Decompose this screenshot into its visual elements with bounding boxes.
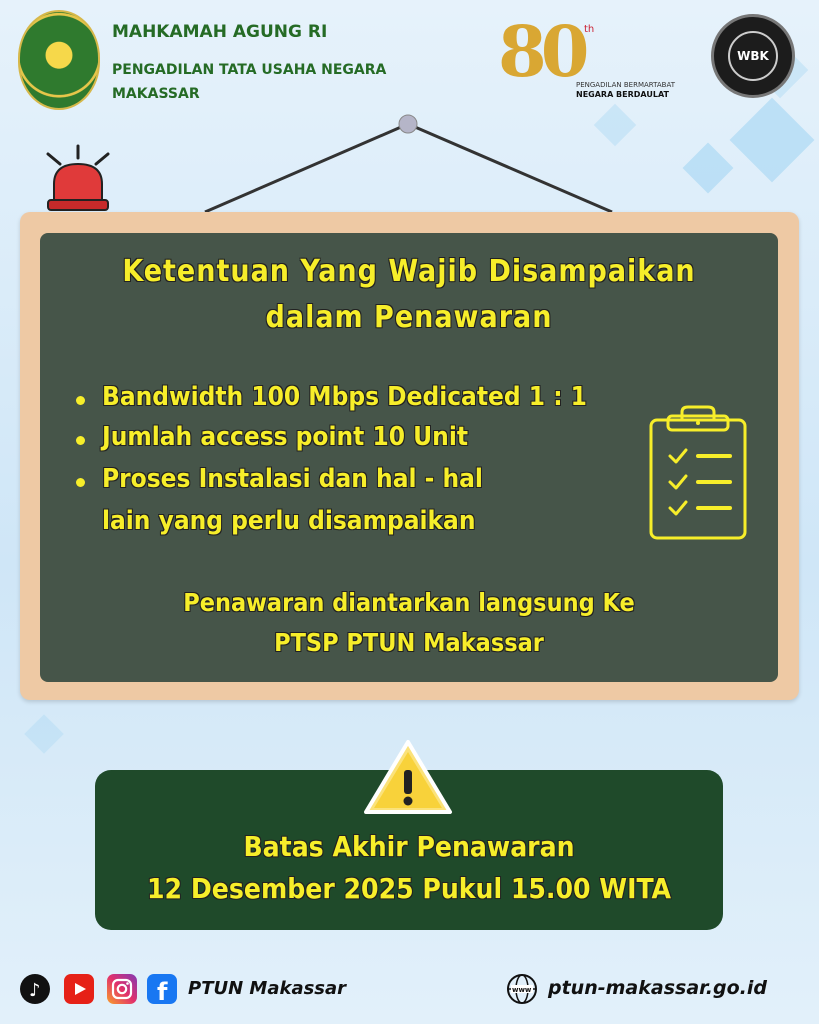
bullet-dot bbox=[76, 396, 85, 405]
mahkamah-agung-logo bbox=[18, 10, 100, 110]
org-name: MAHKAMAH AGUNG RI bbox=[112, 22, 328, 42]
anniversary-tagline-2: NEGARA BERDAULAT bbox=[576, 90, 669, 99]
org-city: MAKASSAR bbox=[112, 86, 200, 102]
globe-icon bbox=[506, 973, 538, 1005]
instagram-icon[interactable] bbox=[107, 974, 137, 1004]
deadline-label: Batas Akhir Penawaran bbox=[243, 830, 575, 863]
clipboard-checklist-icon bbox=[648, 404, 750, 544]
svg-text:f: f bbox=[157, 978, 168, 1004]
facebook-icon[interactable] bbox=[147, 974, 177, 1004]
requirement-item-continued: lain yang perlu disampaikan bbox=[102, 506, 476, 536]
board-hanger bbox=[0, 110, 819, 220]
svg-text:♪: ♪ bbox=[29, 980, 41, 1001]
anniversary-80-logo bbox=[498, 10, 675, 99]
org-court: PENGADILAN TATA USAHA NEGARA bbox=[112, 62, 387, 78]
board-title-line-2: dalam Penawaran bbox=[265, 300, 553, 335]
wbk-label: WBK bbox=[728, 31, 778, 81]
delivery-note-line-1: Penawaran diantarkan langsung Ke bbox=[183, 588, 635, 617]
anniversary-tagline-1: PENGADILAN BERMARTABAT bbox=[576, 81, 675, 89]
requirement-item: Bandwidth 100 Mbps Dedicated 1 : 1 bbox=[102, 382, 587, 412]
deadline-date: 12 Desember 2025 Pukul 15.00 WITA bbox=[147, 872, 671, 905]
delivery-note-line-2: PTSP PTUN Makassar bbox=[274, 628, 544, 657]
anniversary-number: 80 bbox=[498, 10, 584, 93]
tiktok-icon[interactable] bbox=[20, 974, 50, 1004]
social-account-name[interactable]: PTUN Makassar bbox=[188, 978, 347, 999]
website-link[interactable]: ptun-makassar.go.id bbox=[548, 977, 768, 999]
wbk-zona-integritas-logo bbox=[711, 14, 795, 98]
bullet-dot bbox=[76, 478, 85, 487]
anniversary-sup: th bbox=[584, 24, 595, 35]
board-title-line-1: Ketentuan Yang Wajib Disampaikan bbox=[122, 254, 696, 289]
youtube-icon[interactable] bbox=[64, 974, 94, 1004]
requirement-item: Proses Instalasi dan hal - hal bbox=[102, 464, 483, 494]
bg-diamond bbox=[24, 714, 64, 754]
bullet-dot bbox=[76, 436, 85, 445]
requirement-item: Jumlah access point 10 Unit bbox=[102, 422, 469, 452]
svg-text:www: www bbox=[512, 986, 532, 994]
warning-icon bbox=[362, 738, 454, 816]
